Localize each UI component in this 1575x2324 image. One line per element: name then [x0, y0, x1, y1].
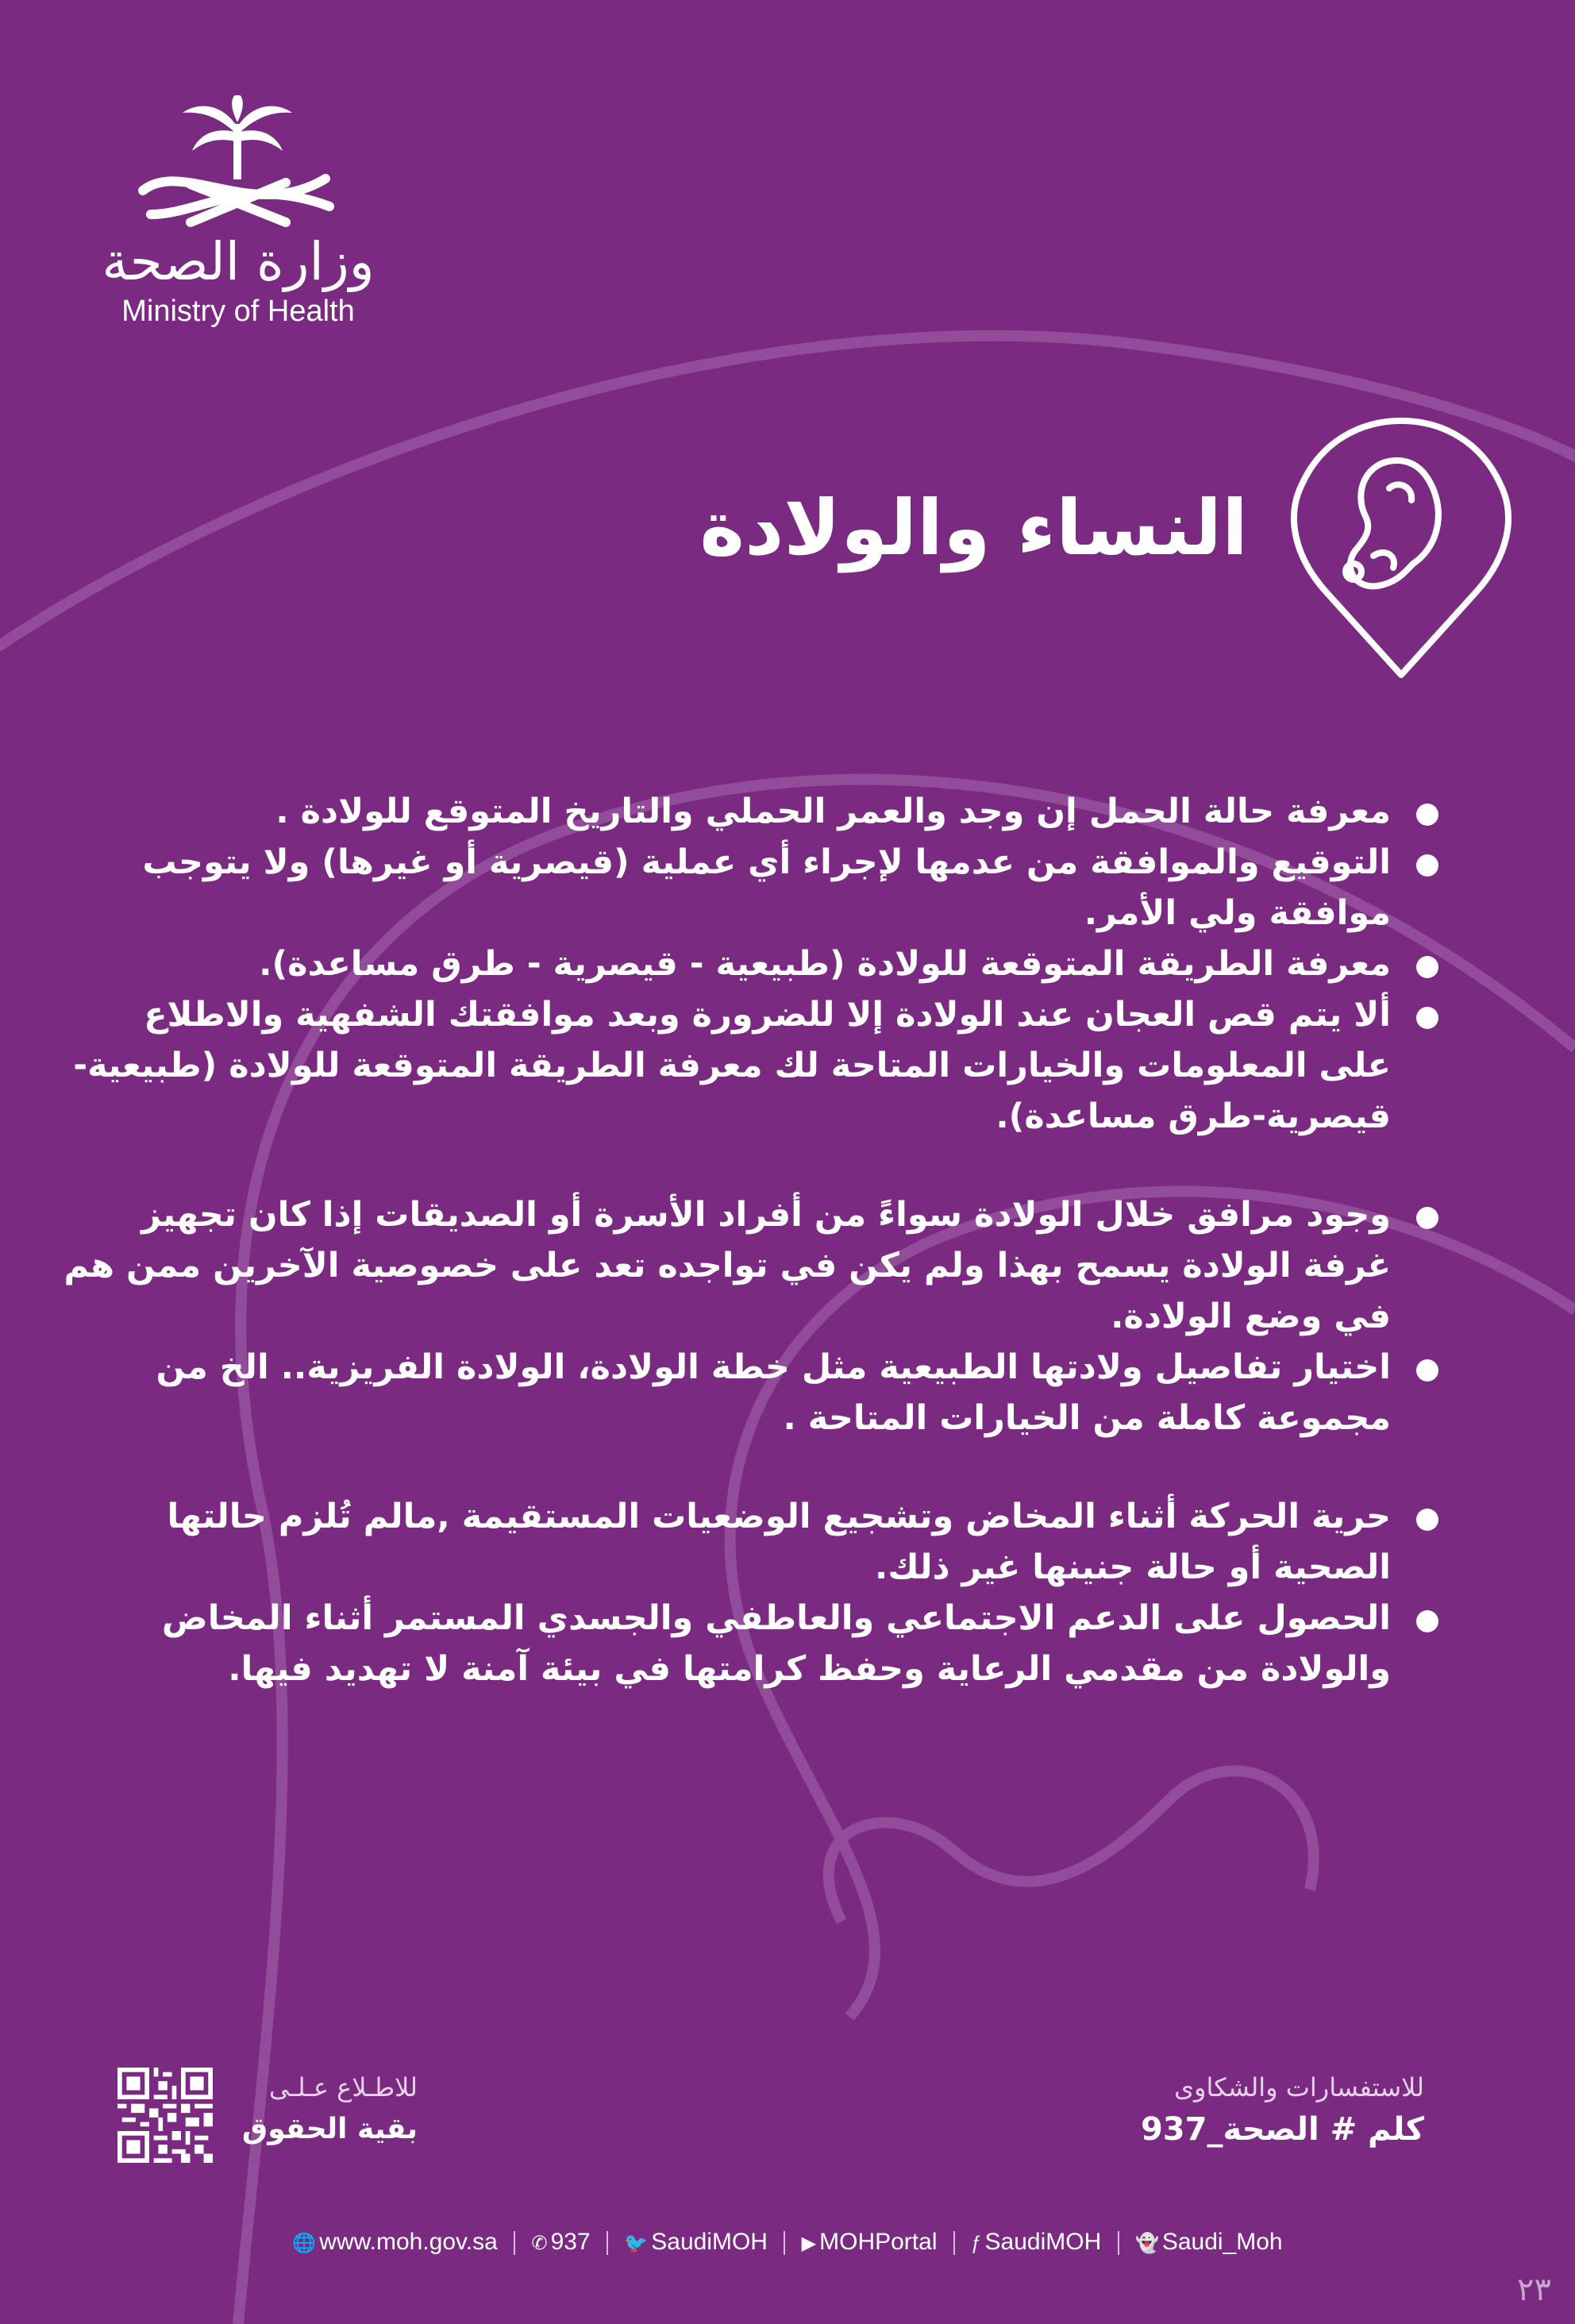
qr-code-icon[interactable] — [117, 2068, 213, 2163]
footer-snapchat[interactable]: 👻 Saudi_Moh — [1135, 2225, 1283, 2261]
twitter-icon: 🐦 — [624, 2233, 649, 2254]
list-item: وجود مرافق خلال الولادة سواءً من أفراد الأسرة أو الصديقات إذا كان تجهيز غرفة الولادة يسمح بهذا ولم يكن في تواجده تعد على خصوصية الآخرين ممن هم في وضع الولادة. — [64, 1189, 1391, 1342]
divider — [1118, 2231, 1119, 2255]
rights-list — [64, 786, 1391, 1694]
qr-caption-line1: للاطـلاع عـلـى — [268, 2072, 418, 2102]
footer-website[interactable]: 🌐 www.moh.gov.sa — [292, 2225, 497, 2261]
phone-icon: ✆ — [531, 2233, 548, 2254]
contact-caption: للاستفسارات والشكاوى — [1174, 2072, 1424, 2102]
footer-phone[interactable]: ✆ 937 — [532, 2225, 591, 2261]
list-item: ألا يتم قص العجان عند الولادة إلا للضرورة وبعد موافقتك الشفهية والاطلاع على المعلومات والخيارات المتاحة لك معرفة الطريقة المتوقعة للولادة (طبيعية-قيصرية-طرق مساعدة). — [64, 989, 1391, 1142]
youtube-icon: ▶ — [801, 2233, 817, 2254]
globe-icon: 🌐 — [292, 2233, 317, 2254]
qr-caption-line2: بقية الحقوق — [242, 2113, 418, 2145]
contact-hashtag[interactable]: كلم # الصحة_937 — [1140, 2111, 1424, 2148]
footer-youtube[interactable]: ▶ MOHPortal — [802, 2225, 938, 2261]
divider — [784, 2231, 785, 2255]
list-item: الحصول على الدعم الاجتماعي والعاطفي والجسدي المستمر أثناء المخاض والولادة من مقدمي الرعاية وحفظ كرامتها في بيئة آمنة لا تهديد فيها. — [64, 1593, 1391, 1694]
footer-twitter[interactable]: 🐦 SaudiMOH — [624, 2225, 768, 2261]
page-title: النساء والولادة — [699, 484, 1248, 572]
footer-links — [0, 2225, 1575, 2261]
ministry-name-arabic: وزارة الصحة — [102, 231, 375, 292]
contact-block — [1141, 2069, 1424, 2153]
list-item: اختيار تفاصيل ولادتها الطبيعية مثل خطة الولادة، الولادة الفريزية.. الخ من مجموعة كاملة من الخيارات المتاحة . — [64, 1342, 1391, 1443]
page-number: ٢٣ — [1517, 2272, 1551, 2308]
list-item: التوقيع والموافقة من عدمها لإجراء أي عملية (قيصرية أو غيرها) ولا يتوجب موافقة ولي الأمر. — [64, 837, 1391, 938]
footer-facebook[interactable]: ƒ SaudiMOH — [971, 2225, 1101, 2261]
list-item: معرفة حالة الحمل إن وجد والعمر الحملي والتاريخ المتوقع للولادة . — [64, 786, 1391, 837]
snapchat-icon: 👻 — [1134, 2233, 1159, 2254]
qr-caption — [235, 2069, 418, 2153]
facebook-icon: ƒ — [971, 2233, 982, 2254]
fetus-location-pin-icon — [1278, 413, 1524, 683]
ministry-name-english: Ministry of Health — [121, 295, 355, 328]
list-item: معرفة الطريقة المتوقعة للولادة (طبيعية - قيصرية - طرق مساعدة). — [64, 938, 1391, 989]
list-item: حرية الحركة أثناء المخاض وتشجيع الوضعيات المستقيمة ,مالم تُلزم حالتها الصحية أو حالة جنينها غير ذلك. — [64, 1491, 1391, 1593]
divider — [953, 2231, 955, 2255]
ministry-logo — [95, 95, 381, 329]
palm-swords-emblem-icon — [135, 95, 341, 230]
divider — [607, 2231, 608, 2255]
divider — [514, 2231, 515, 2255]
